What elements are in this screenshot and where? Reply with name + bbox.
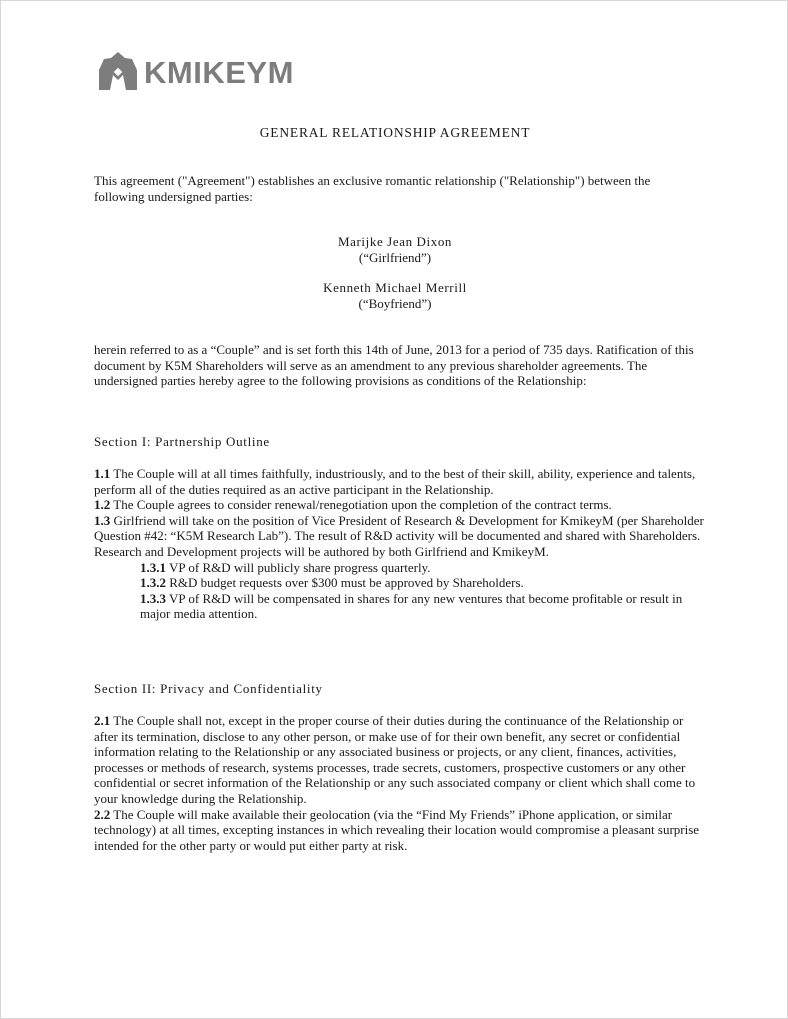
clause-number: 1.3.2 (140, 575, 166, 591)
party-girlfriend (1, 234, 788, 265)
clause-text: The Couple agrees to consider renewal/renegotiation upon the completion of the contract terms. (110, 497, 612, 513)
clause (94, 513, 704, 560)
clause-text: The Couple shall not, except in the proper course of their duties during the continuance of the Relationship or after its termination, disclose to any other person, or make use of for their own benefit, any secret or confidential information relating to the Relationship or any associated business or projects, or any client, finances, activities, processes or methods of research, systems processes, trade secrets, customers, prospective customers or any other confidential or secret information of the Relationship or any such associated company or client which shall come to your knowledge during the Relationship. (94, 713, 696, 806)
preamble-paragraph: herein referred to as a “Couple” and is set forth this 14th of June, 2013 for a period of 735 days. Ratification of this document by K5M Shareholders will serve as an amendment to any previous shareholder agreements. The undersigned parties hereby agree to the following provisions as conditions of the Relationship: (94, 342, 694, 389)
bear-head-icon (96, 50, 140, 94)
clause-text: VP of R&D will publicly share progress quarterly. (166, 559, 431, 575)
party-role: (“Boyfriend”) (358, 295, 432, 311)
clause-number: 1.1 (94, 466, 111, 481)
party-role: (“Girlfriend”) (358, 249, 432, 265)
clause-number: 1.3.3 (140, 590, 166, 606)
clause-text: R&D budget requests over $300 must be approved by Shareholders. (166, 575, 524, 591)
clause (94, 497, 704, 513)
section-heading-1: Section I: Partnership Outline (94, 434, 270, 449)
brand-name: KMIKEYM (144, 54, 294, 90)
clause-number: 1.3.1 (140, 559, 166, 575)
section-1-body (94, 466, 704, 622)
clause-text: The Couple will at all times faithfully, industriously, and to the best of their skill, ability, experience and talents, perform all of the duties required as an active participant in the Relationship. (94, 466, 696, 497)
subclause (94, 575, 704, 591)
section-2-body (94, 713, 704, 853)
section-heading-2: Section II: Privacy and Confidentiality (94, 681, 323, 696)
intro-paragraph: This agreement ("Agreement") establishes an exclusive romantic relationship ("Relationship") between the following undersigned parties: (94, 173, 651, 204)
clause-number: 2.1 (94, 713, 111, 728)
clause-number: 1.2 (94, 497, 111, 513)
party-name: Kenneth Michael Merrill (323, 280, 467, 295)
party-name: Marijke Jean Dixon (337, 234, 453, 249)
brand-logo (96, 50, 294, 94)
party-boyfriend (1, 280, 788, 311)
clause-text: The Couple will make available their geolocation (via the “Find My Friends” iPhone application, or similar technology) at all times, excepting instances in which revealing their location would compromise a pleasant surprise intended for the other party or would put either party at risk. (94, 806, 700, 853)
clause-number: 1.3 (94, 512, 111, 528)
clause (94, 466, 704, 497)
subclause (94, 591, 704, 622)
clause-text: VP of R&D will be compensated in shares for any new ventures that become profitable or result in major media attention. (140, 590, 683, 622)
document-title: GENERAL RELATIONSHIP AGREEMENT (259, 125, 531, 140)
clause (94, 713, 704, 807)
subclause (94, 560, 704, 576)
clause (94, 807, 704, 854)
clause-text: Girlfriend will take on the position of Vice President of Research & Development for KmikeyM (per Shareholder Question #42: “K5M Research Lab”). The result of R&D activity will be documented and shared with Shareholders. Research and Development projects will be authored by both Girlfriend and KmikeyM. (94, 512, 704, 559)
clause-number: 2.2 (94, 806, 111, 822)
